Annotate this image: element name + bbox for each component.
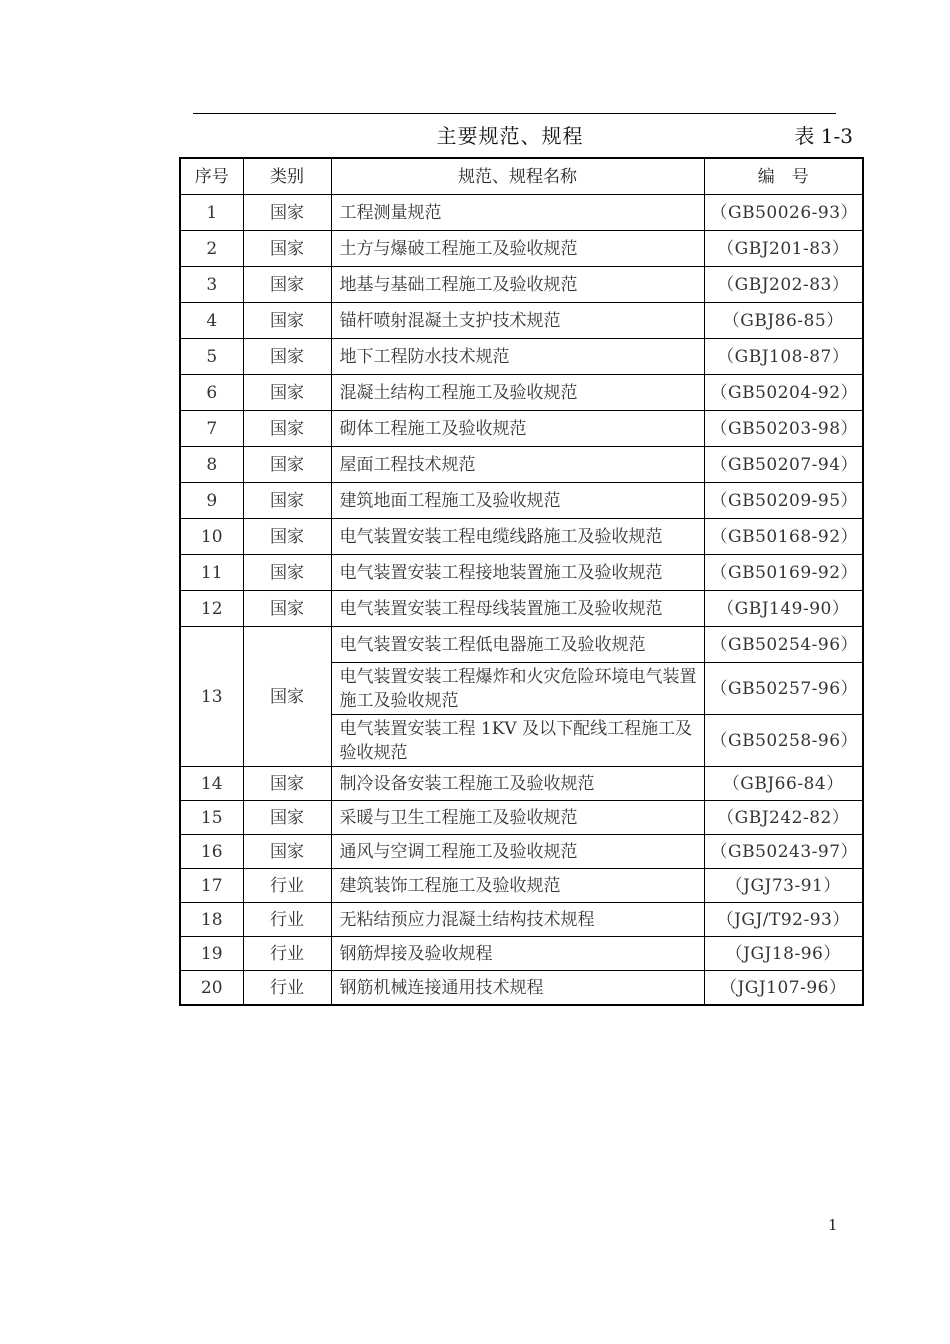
row-category: 国家 — [243, 447, 331, 483]
header-serial-number: 序号 — [180, 158, 243, 195]
row-category: 国家 — [243, 339, 331, 375]
row-category: 国家 — [243, 483, 331, 519]
row-number: 13 — [180, 627, 243, 767]
table-row — [180, 519, 863, 555]
row-standard-name: 屋面工程技术规范 — [331, 447, 704, 483]
row-number: 2 — [180, 231, 243, 267]
table-row — [180, 447, 863, 483]
table-row — [180, 195, 863, 231]
row-code: （GBJ108-87） — [704, 339, 863, 375]
row-standard-name: 锚杆喷射混凝土支护技术规范 — [331, 303, 704, 339]
standards-table — [179, 157, 864, 1006]
table-row — [180, 937, 863, 971]
row-category: 行业 — [243, 937, 331, 971]
row-standard-name: 电气装置安装工程接地装置施工及验收规范 — [331, 555, 704, 591]
row-standard-name: 土方与爆破工程施工及验收规范 — [331, 231, 704, 267]
row-number: 6 — [180, 375, 243, 411]
row-code: （GBJ242-82） — [704, 801, 863, 835]
row-number: 14 — [180, 767, 243, 801]
table-row — [180, 231, 863, 267]
header-code: 编 号 — [704, 158, 863, 195]
row-number: 18 — [180, 903, 243, 937]
row-category: 国家 — [243, 231, 331, 267]
table-number: 表 1-3 — [794, 124, 853, 148]
row-category: 国家 — [243, 835, 331, 869]
table-header-row — [180, 158, 863, 195]
row-category: 国家 — [243, 195, 331, 231]
row-category: 国家 — [243, 591, 331, 627]
row-number: 20 — [180, 971, 243, 1006]
table-row — [180, 591, 863, 627]
row-standard-name: 无粘结预应力混凝土结构技术规程 — [331, 903, 704, 937]
row-standard-name: 制冷设备安装工程施工及验收规范 — [331, 767, 704, 801]
row-code: （GB50026-93） — [704, 195, 863, 231]
table-row — [180, 375, 863, 411]
table-row — [180, 555, 863, 591]
row-code: （GB50203-98） — [704, 411, 863, 447]
document-title: 主要规范、规程 — [436, 124, 584, 148]
row-code: （GB50258-96） — [704, 715, 863, 767]
row-code: （GBJ149-90） — [704, 591, 863, 627]
row-standard-name: 工程测量规范 — [331, 195, 704, 231]
row-standard-name: 砌体工程施工及验收规范 — [331, 411, 704, 447]
row-standard-name: 通风与空调工程施工及验收规范 — [331, 835, 704, 869]
row-standard-name: 采暖与卫生工程施工及验收规范 — [331, 801, 704, 835]
header-rule — [193, 113, 836, 114]
row-category: 行业 — [243, 971, 331, 1006]
row-number: 15 — [180, 801, 243, 835]
row-standard-name: 电气装置安装工程电缆线路施工及验收规范 — [331, 519, 704, 555]
table-row — [180, 411, 863, 447]
row-standard-name: 钢筋焊接及验收规程 — [331, 937, 704, 971]
table-row — [180, 303, 863, 339]
page-number: 1 — [828, 1216, 838, 1234]
row-code: （JGJ/T92-93） — [704, 903, 863, 937]
table-row — [180, 869, 863, 903]
row-number: 8 — [180, 447, 243, 483]
row-code: （GB50204-92） — [704, 375, 863, 411]
row-number: 3 — [180, 267, 243, 303]
row-code: （GB50209-95） — [704, 483, 863, 519]
header-category: 类别 — [243, 158, 331, 195]
row-number: 1 — [180, 195, 243, 231]
table-row — [180, 903, 863, 937]
row-number: 7 — [180, 411, 243, 447]
row-number: 19 — [180, 937, 243, 971]
row-code: （GBJ202-83） — [704, 267, 863, 303]
row-number: 16 — [180, 835, 243, 869]
table-row — [180, 835, 863, 869]
row-code: （JGJ18-96） — [704, 937, 863, 971]
row-number: 4 — [180, 303, 243, 339]
row-code: （GB50168-92） — [704, 519, 863, 555]
row-category: 行业 — [243, 869, 331, 903]
row-number: 12 — [180, 591, 243, 627]
header-standard-name: 规范、规程名称 — [331, 158, 704, 195]
row-number: 9 — [180, 483, 243, 519]
row-category: 国家 — [243, 767, 331, 801]
row-code: （GB50254-96） — [704, 627, 863, 663]
row-code: （GBJ86-85） — [704, 303, 863, 339]
row-standard-name: 混凝土结构工程施工及验收规范 — [331, 375, 704, 411]
row-standard-name: 电气装置安装工程母线装置施工及验收规范 — [331, 591, 704, 627]
row-standard-name: 地下工程防水技术规范 — [331, 339, 704, 375]
row-category: 国家 — [243, 375, 331, 411]
row-category: 国家 — [243, 411, 331, 447]
table-row — [180, 971, 863, 1006]
row-category: 国家 — [243, 519, 331, 555]
row-standard-name: 电气装置安装工程爆炸和火灾危险环境电气装置施工及验收规范 — [331, 663, 704, 715]
row-category: 国家 — [243, 627, 331, 767]
row-standard-name: 电气装置安装工程 1KV 及以下配线工程施工及验收规范 — [331, 715, 704, 767]
row-code: （GBJ201-83） — [704, 231, 863, 267]
table-row — [180, 627, 863, 663]
table-row — [180, 339, 863, 375]
row-number: 5 — [180, 339, 243, 375]
row-standard-name: 建筑装饰工程施工及验收规范 — [331, 869, 704, 903]
row-code: （JGJ73-91） — [704, 869, 863, 903]
table-row — [180, 483, 863, 519]
row-code: （GB50169-92） — [704, 555, 863, 591]
row-standard-name: 地基与基础工程施工及验收规范 — [331, 267, 704, 303]
table-row — [180, 801, 863, 835]
row-number: 17 — [180, 869, 243, 903]
row-code: （GBJ66-84） — [704, 767, 863, 801]
row-standard-name: 电气装置安装工程低电器施工及验收规范 — [331, 627, 704, 663]
row-category: 国家 — [243, 267, 331, 303]
row-code: （GB50243-97） — [704, 835, 863, 869]
row-standard-name: 建筑地面工程施工及验收规范 — [331, 483, 704, 519]
row-code: （GB50257-96） — [704, 663, 863, 715]
table-row — [180, 267, 863, 303]
row-category: 国家 — [243, 801, 331, 835]
row-standard-name: 钢筋机械连接通用技术规程 — [331, 971, 704, 1006]
row-number: 11 — [180, 555, 243, 591]
row-category: 国家 — [243, 555, 331, 591]
row-code: （JGJ107-96） — [704, 971, 863, 1006]
table-row — [180, 767, 863, 801]
row-code: （GB50207-94） — [704, 447, 863, 483]
row-category: 行业 — [243, 903, 331, 937]
row-category: 国家 — [243, 303, 331, 339]
row-number: 10 — [180, 519, 243, 555]
